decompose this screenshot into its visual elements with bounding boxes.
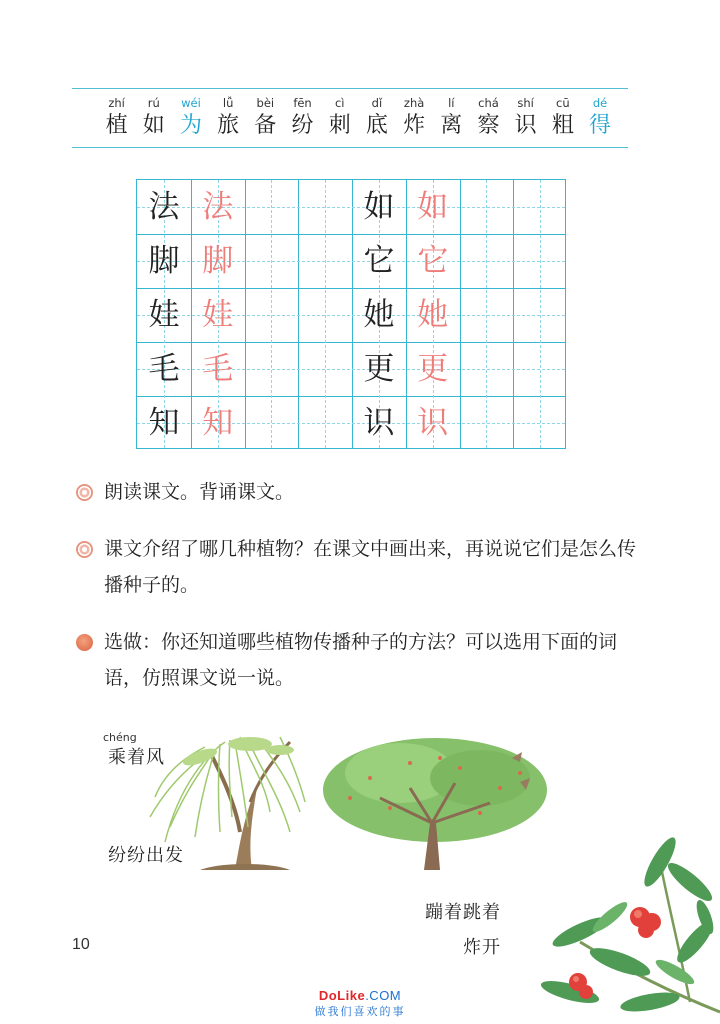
character-cell [583,95,616,141]
exercise-bullet-icon [76,484,93,501]
phrase-bengzhetiaozhe: 蹦着跳着 [425,902,501,923]
character-pinyin: fēn [293,96,312,110]
character-cell [323,95,356,141]
phrase-fenfenchufa: 纷纷出发 [108,845,184,866]
model-character: 她 [363,297,395,333]
grid-line [513,180,514,448]
phrase-chengzhefeng: 乘着风 [108,747,165,768]
character-pinyin: rú [147,96,160,110]
flying-seeds-icon [508,748,538,798]
page-number: 10 [72,936,90,953]
grid-line [298,180,299,448]
character-pinyin: zhà [403,96,425,110]
character-cell [137,95,170,141]
model-character: 更 [363,351,395,387]
character-hanzi: 得 [589,113,612,138]
character-pinyin: bèi [256,96,275,110]
character-hanzi: 粗 [551,113,574,138]
trace-character: 脚 [202,243,234,279]
character-hanzi: 植 [105,113,128,138]
character-hanzi: 刺 [328,113,351,138]
character-cell [398,95,431,141]
model-character: 它 [363,243,395,279]
watermark [300,988,420,1019]
model-character: 毛 [148,351,180,387]
trace-character: 知 [202,405,234,441]
exercise-bullet-icon [76,541,93,558]
character-cell [509,95,542,141]
character-pinyin: dé [592,96,608,110]
character-cell [100,95,133,141]
exercise-3 [76,624,636,696]
character-hanzi: 如 [142,113,165,138]
trace-character: 如 [417,189,449,225]
character-cell [174,95,207,141]
character-pinyin: shí [517,96,534,110]
phrase-zhakai: 炸开 [463,937,501,958]
character-row [100,95,617,141]
exercise-text: 朗读课文。背诵课文。 [104,481,295,503]
model-character: 法 [148,189,180,225]
exercise-1 [76,474,636,510]
character-pinyin: dǐ [371,96,383,110]
balsam-plant-illustration [520,822,720,1024]
model-character: 如 [363,189,395,225]
trace-character: 毛 [202,351,234,387]
character-pinyin: chá [478,96,499,110]
character-hanzi: 离 [440,113,463,138]
character-cell [286,95,319,141]
character-cell [249,95,282,141]
trace-character: 它 [417,243,449,279]
character-cell [360,95,393,141]
trace-character: 识 [417,405,449,441]
grid-guide [540,180,541,448]
grid-guide [325,180,326,448]
pinyin-annotation: chéng [103,731,137,744]
model-character: 娃 [148,297,180,333]
character-pinyin: cì [334,96,345,110]
watermark-tagline: 做我们喜欢的事 [314,1005,406,1018]
model-character: 识 [363,405,395,441]
character-pinyin: lǚ [222,96,234,110]
character-cell [212,95,245,141]
new-characters-strip [72,88,628,148]
character-hanzi: 为 [179,113,202,138]
exercise-text: 选做：你还知道哪些植物传播种子的方法？可以选用下面的词语，仿照课文说一说。 [104,631,618,689]
model-character: 脚 [148,243,180,279]
character-hanzi: 识 [514,113,537,138]
character-pinyin: wéi [181,96,201,110]
character-hanzi: 旅 [217,113,240,138]
model-character: 知 [148,405,180,441]
exercise-2 [76,531,636,603]
character-cell [546,95,579,141]
character-hanzi: 纷 [291,113,314,138]
character-hanzi: 备 [254,113,277,138]
character-cell [435,95,468,141]
watermark-logo: DoLike.COM [318,988,402,1003]
exercise-text: 课文介绍了哪几种植物？在课文中画出来，再说说它们是怎么传播种子的。 [104,538,637,596]
exercise-bullet-icon [76,634,93,651]
character-pinyin: zhí [108,96,125,110]
character-pinyin: cū [556,96,570,110]
trace-character: 她 [417,297,449,333]
character-cell [472,95,505,141]
grid-guide [486,180,487,448]
character-pinyin: lí [448,96,455,110]
character-hanzi: 炸 [403,113,426,138]
grid-guide [271,180,272,448]
trace-character: 娃 [202,297,234,333]
character-hanzi: 底 [365,113,388,138]
character-hanzi: 察 [477,113,500,138]
trace-character: 法 [202,189,234,225]
writing-practice-grid [136,179,566,449]
trace-character: 更 [417,351,449,387]
